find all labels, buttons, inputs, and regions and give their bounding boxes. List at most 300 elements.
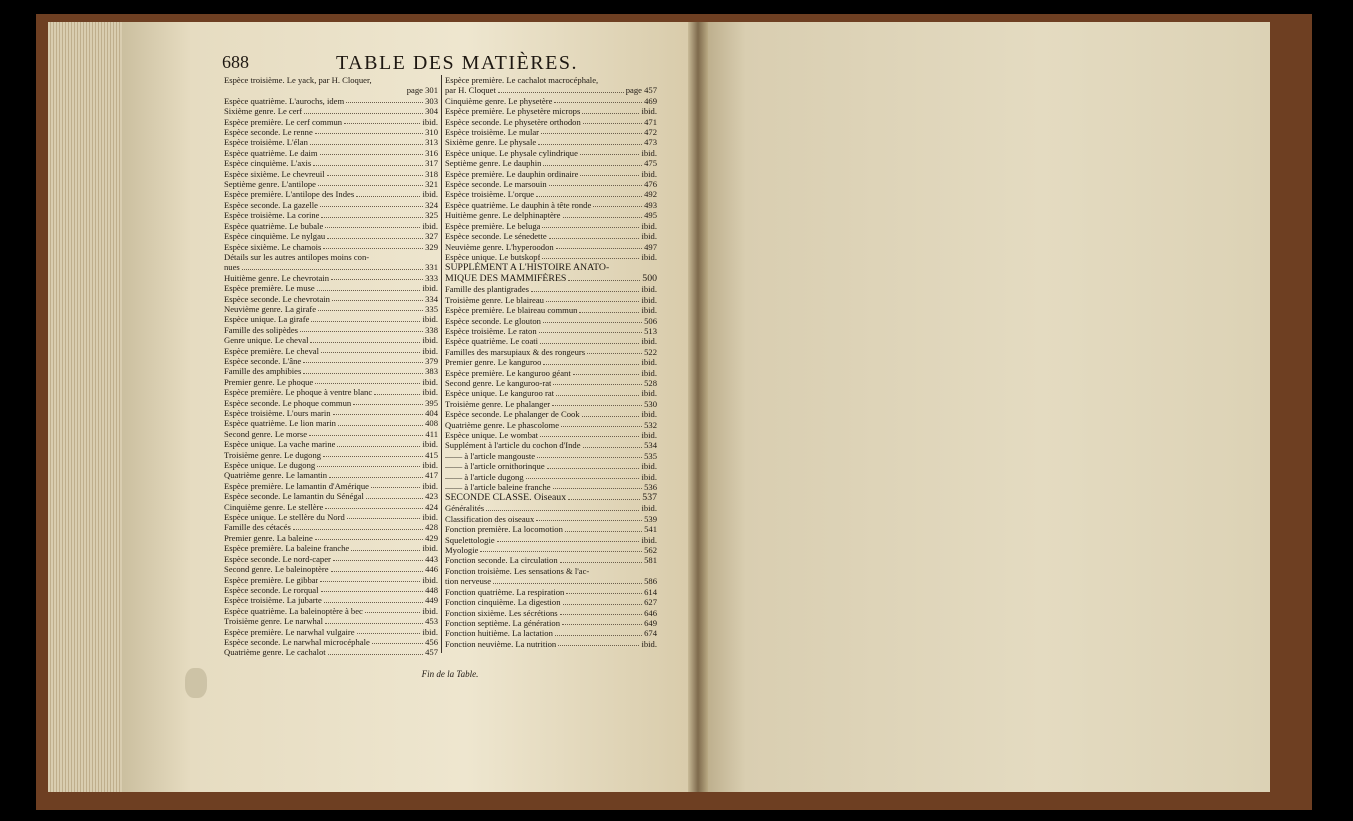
toc-entry-title: Familles des marsupiaux & des rongeurs <box>445 346 586 357</box>
toc-entry <box>445 210 657 220</box>
toc-entry-title: Espèce unique. Le wombat <box>445 430 539 440</box>
toc-entry-title: Huitième genre. Le chevrotain <box>224 272 329 283</box>
toc-entry-page: ibid. <box>641 534 657 545</box>
toc-entry <box>224 75 438 85</box>
toc-entry-page: 321 <box>425 179 438 190</box>
toc-leader-dots <box>242 262 423 269</box>
toc-leader-dots <box>333 554 423 561</box>
toc-entry <box>224 325 438 335</box>
toc-entry <box>445 179 657 189</box>
toc-leader-dots <box>543 357 639 364</box>
toc-entry-page: 313 <box>425 137 438 148</box>
toc-leader-dots <box>325 616 423 623</box>
toc-leader-dots <box>560 608 642 615</box>
toc-entry-page: ibid. <box>641 638 657 649</box>
toc-leader-dots <box>563 597 643 604</box>
toc-entry-title: Fonction quatrième. La respiration <box>445 586 565 597</box>
toc-entry-title: Espèce seconde. Le rorqual <box>224 584 319 595</box>
toc-entry <box>224 210 438 220</box>
toc-leader-dots <box>311 314 420 321</box>
toc-entry-page: ibid. <box>422 460 438 471</box>
toc-entry-title: tion nerveuse <box>445 576 492 587</box>
paper-stain <box>185 668 207 698</box>
toc-entry <box>445 273 657 284</box>
toc-entry-title: Espèce quatrième. Le dauphin à tête ronde <box>445 199 592 210</box>
toc-leader-dots <box>323 450 423 457</box>
toc-leader-dots <box>374 387 420 394</box>
toc-entry <box>224 418 438 428</box>
toc-entry <box>445 492 657 503</box>
toc-entry-title: Famille des cétacés <box>224 522 291 533</box>
toc-entry-page: 395 <box>425 397 438 408</box>
toc-entry-title: Neuvième genre. La girafe <box>224 303 317 314</box>
toc-entry-title: Fonction neuvième. La nutrition <box>445 638 557 649</box>
toc-entry-page: ibid. <box>641 367 657 378</box>
toc-entry-title: Classification des oiseaux <box>445 513 535 524</box>
toc-entry-title: Espèce troisième. La corine <box>224 210 320 221</box>
toc-entry-page: 329 <box>425 241 438 252</box>
toc-leader-dots <box>539 326 642 333</box>
toc-entry <box>224 450 438 460</box>
toc-entry <box>224 252 438 262</box>
toc-entry-page: 469 <box>644 95 657 106</box>
toc-entry-page: ibid. <box>422 387 438 398</box>
toc-entry-page: ibid. <box>422 376 438 387</box>
toc-entry <box>445 597 657 607</box>
toc-entry-title: Espèce quatrième. La baleinoptère à bec <box>224 605 363 616</box>
toc-leader-dots <box>321 585 424 592</box>
toc-entry <box>224 460 438 470</box>
toc-entry <box>224 117 438 127</box>
toc-entry <box>445 357 657 367</box>
toc-entry <box>224 606 438 616</box>
toc-leader-dots <box>537 451 642 458</box>
toc-leader-dots <box>549 179 642 186</box>
toc-entry-page: ibid. <box>641 284 657 295</box>
toc-entry <box>445 189 657 199</box>
toc-entry-title: Huitième genre. Le delphinaptère <box>445 210 561 221</box>
toc-leader-dots <box>324 595 423 602</box>
toc-entry <box>224 575 438 585</box>
toc-entry-page: 310 <box>425 127 438 138</box>
toc-leader-dots <box>328 647 423 654</box>
toc-leader-dots <box>331 273 423 280</box>
toc-entry <box>445 399 657 409</box>
toc-entry-title: Quatrième genre. Le phascolome <box>445 419 560 430</box>
toc-leader-dots <box>582 106 639 113</box>
toc-entry <box>445 618 657 628</box>
toc-leader-dots <box>333 408 424 415</box>
toc-entry-title: Espèce troisième. L'orque <box>445 189 535 200</box>
toc-entry-page: ibid. <box>422 189 438 200</box>
toc-entry <box>224 564 438 574</box>
toc-leader-dots <box>543 158 642 165</box>
end-of-table: Fin de la Table. <box>421 669 479 679</box>
toc-entry-page: 539 <box>644 513 657 524</box>
toc-entry <box>445 524 657 534</box>
toc-entry-title: Espèce seconde. Le renne <box>224 127 313 138</box>
toc-entry <box>445 639 657 649</box>
toc-entry-title: SUPPLÉMENT A L'HISTOIRE ANATO- <box>445 262 610 274</box>
toc-entry-page: 537 <box>642 492 657 504</box>
toc-leader-dots <box>568 273 640 281</box>
toc-entry-title: Second genre. Le morse <box>224 428 308 439</box>
toc-entry-page: 446 <box>425 564 438 575</box>
toc-entry-title: Espèce seconde. Le lamantin du Sénégal <box>224 491 364 502</box>
toc-entry-page: 333 <box>425 272 438 283</box>
toc-leader-dots <box>526 472 640 479</box>
toc-entry <box>224 616 438 626</box>
toc-leader-dots <box>540 336 639 343</box>
toc-entry-title: Second genre. Le kanguroo-rat <box>445 377 552 388</box>
toc-leader-dots <box>303 356 423 363</box>
toc-leader-dots <box>325 221 420 228</box>
toc-entry <box>224 533 438 543</box>
toc-entry-title: Neuvième genre. L'hyperoodon <box>445 241 554 252</box>
toc-entry <box>445 388 657 398</box>
toc-entry <box>445 106 657 116</box>
toc-entry-page: ibid. <box>641 430 657 440</box>
toc-leader-dots <box>565 524 642 531</box>
toc-entry <box>445 262 657 273</box>
toc-entry-title: —— à l'article baleine franche <box>445 482 551 493</box>
toc-leader-dots <box>315 533 423 540</box>
toc-entry-page: 649 <box>644 617 657 628</box>
toc-entry-title: Premier genre. Le kanguroo <box>445 357 542 368</box>
toc-entry <box>224 470 438 480</box>
toc-entry <box>445 451 657 461</box>
toc-entry-page: 528 <box>644 377 657 388</box>
toc-entry <box>224 585 438 595</box>
toc-leader-dots <box>356 189 420 196</box>
toc-entry-title: Espèce première. Le gibbar <box>224 574 319 585</box>
toc-entry <box>224 408 438 418</box>
toc-leader-dots <box>321 210 423 217</box>
toc-entry-page: 457 <box>425 647 438 658</box>
toc-entry-title: Espèce troisième. Le mular <box>445 127 540 138</box>
toc-leader-dots <box>329 470 423 477</box>
toc-entry <box>445 117 657 127</box>
toc-entry <box>224 85 438 95</box>
toc-entry-title: Quatrième genre. Le lamantin <box>224 470 328 481</box>
toc-entry <box>445 295 657 305</box>
toc-leader-dots <box>304 106 423 113</box>
toc-entry-page: 534 <box>644 440 657 451</box>
book-gutter <box>688 22 708 792</box>
toc-leader-dots <box>554 96 642 103</box>
toc-leader-dots <box>568 492 640 500</box>
toc-entry <box>224 627 438 637</box>
toc-entry-page: 443 <box>425 553 438 564</box>
toc-leader-dots <box>552 399 642 406</box>
toc-entry <box>224 189 438 199</box>
toc-entry <box>224 137 438 147</box>
toc-entry-title: Espèce première. La baleine franche <box>224 543 350 554</box>
toc-entry <box>224 179 438 189</box>
toc-entry-page: ibid. <box>641 294 657 305</box>
toc-entry-title: Espèce première. Le lamantin d'Amérique <box>224 480 369 491</box>
toc-entry <box>445 231 657 241</box>
toc-entry-page: ibid. <box>422 335 438 346</box>
toc-entry <box>224 242 438 252</box>
toc-entry-title: Fonction seconde. La circulation <box>445 555 558 566</box>
toc-entry <box>224 377 438 387</box>
toc-leader-dots <box>315 377 420 384</box>
toc-entry-page: 627 <box>644 597 657 608</box>
toc-entry-page: 303 <box>425 95 438 106</box>
toc-entry-page: ibid. <box>422 220 438 231</box>
toc-entry-title: Fonction troisième. Les sensations & l'ac- <box>445 565 590 576</box>
toc-entry <box>224 148 438 158</box>
toc-entry-title: Espèce seconde. L'âne <box>224 355 302 366</box>
toc-entry-title: Premier genre. Le phoque <box>224 376 314 387</box>
toc-entry-page: 338 <box>425 324 438 335</box>
toc-entry <box>224 304 438 314</box>
toc-leader-dots <box>561 420 642 427</box>
toc-entry-title: Quatrième genre. Le cachalot <box>224 647 326 658</box>
toc-entry <box>445 514 657 524</box>
toc-entry <box>445 96 657 106</box>
toc-entry <box>224 398 438 408</box>
toc-entry <box>445 221 657 231</box>
toc-entry-title: Espèce seconde. Le phalanger de Cook <box>445 409 580 420</box>
toc-leader-dots <box>573 368 640 375</box>
toc-leader-dots <box>310 137 423 144</box>
toc-leader-dots <box>357 627 421 634</box>
toc-entry-title: Espèce cinquième. Le nylgau <box>224 231 326 242</box>
toc-entry-page: 471 <box>644 116 657 127</box>
toc-leader-dots <box>593 200 642 207</box>
toc-entry-page: 424 <box>425 501 438 512</box>
toc-entry <box>224 595 438 605</box>
toc-entry-title: Famille des amphibies <box>224 366 302 377</box>
toc-leader-dots <box>320 575 420 582</box>
toc-entry <box>224 106 438 116</box>
left-toc-column <box>224 75 438 658</box>
toc-leader-dots <box>351 543 420 550</box>
toc-entry-page: 500 <box>642 273 657 285</box>
toc-leader-dots <box>325 502 423 509</box>
toc-entry-title: Espèce seconde. Le phoque commun <box>224 397 352 408</box>
toc-entry-page: ibid. <box>641 305 657 316</box>
toc-entry-title: Espèce unique. Le kanguroo rat <box>445 388 555 399</box>
toc-leader-dots <box>587 347 642 354</box>
toc-leader-dots <box>317 283 421 290</box>
toc-entry <box>445 555 657 565</box>
toc-entry-page: 536 <box>644 482 657 493</box>
toc-entry <box>224 231 438 241</box>
toc-entry-title: nues <box>224 262 240 273</box>
toc-entry <box>445 127 657 137</box>
toc-entry-title: Fonction cinquième. La digestion <box>445 597 561 608</box>
toc-entry-page: 586 <box>644 576 657 587</box>
toc-entry <box>224 554 438 564</box>
toc-leader-dots <box>497 535 640 542</box>
toc-entry-page: 674 <box>644 628 657 639</box>
toc-entry-page: 506 <box>644 315 657 326</box>
toc-leader-dots <box>318 179 423 186</box>
toc-entry-page: ibid. <box>641 471 657 482</box>
toc-entry <box>224 512 438 522</box>
toc-entry-title: Sixième genre. Le cerf <box>224 106 303 117</box>
toc-entry-title: Espèce troisième. L'ours marin <box>224 408 331 418</box>
toc-entry <box>445 169 657 179</box>
toc-entry-title: Espèce quatrième. Le bubale <box>224 220 324 231</box>
toc-entry-title: Espèce cinquième. L'axis <box>224 158 312 169</box>
toc-leader-dots <box>543 316 642 323</box>
toc-entry-page: 383 <box>425 366 438 377</box>
toc-entry-page: 535 <box>644 450 657 461</box>
toc-leader-dots <box>323 242 423 249</box>
toc-entry-title: Espèce seconde. La gazelle <box>224 199 318 210</box>
toc-entry-page: 331 <box>425 262 438 273</box>
toc-entry <box>224 637 438 647</box>
toc-entry-title: Famille des plantigrades <box>445 284 530 295</box>
toc-entry-title: Fonction septième. La génération <box>445 617 561 628</box>
toc-leader-dots <box>541 127 642 134</box>
toc-entry-title: Septième genre. Le dauphin <box>445 158 542 169</box>
toc-leader-dots <box>300 325 423 332</box>
toc-entry-title: Troisième genre. Le blaireau <box>445 294 544 305</box>
toc-entry-page: ibid. <box>422 512 438 523</box>
toc-entry-title: Espèce première. Le phoque à ventre blanc <box>224 387 373 398</box>
toc-entry-page: 492 <box>644 189 657 200</box>
toc-leader-dots <box>309 429 423 436</box>
toc-entry <box>445 576 657 586</box>
toc-entry <box>445 326 657 336</box>
toc-leader-dots <box>580 169 639 176</box>
toc-entry-page: 379 <box>425 355 438 366</box>
toc-entry <box>445 430 657 440</box>
toc-entry <box>224 502 438 512</box>
toc-entry-title: Espèce première. L'antilope des Indes <box>224 189 355 200</box>
toc-entry-title: Espèce première. Le cerf commun <box>224 116 343 127</box>
toc-entry-page: 448 <box>425 584 438 595</box>
toc-leader-dots <box>318 304 423 311</box>
toc-entry-title: Fonction première. La locomotion <box>445 524 563 535</box>
toc-entry-page: 429 <box>425 532 438 543</box>
toc-entry-title: Espèce unique. Le dugong <box>224 460 316 471</box>
toc-leader-dots <box>372 637 423 644</box>
toc-entry-page: ibid. <box>422 283 438 294</box>
toc-entry <box>224 96 438 106</box>
toc-entry-page: ibid. <box>641 168 657 179</box>
toc-entry <box>445 440 657 450</box>
toc-entry-title: Cinquième genre. Le stellère <box>224 501 324 512</box>
toc-entry-title: Espèce unique. Le physale cylindrique <box>445 147 578 158</box>
toc-entry-title: Espèce seconde. Le narwhal microcéphale <box>224 636 370 647</box>
toc-entry-title: —— à l'article dugong <box>445 471 524 482</box>
toc-entry-page: ibid. <box>641 409 657 420</box>
toc-entry-page: page 301 <box>406 85 438 96</box>
toc-entry-title: Fonction huitième. La lactation <box>445 628 553 639</box>
toc-entry <box>445 409 657 419</box>
toc-entry-page: 475 <box>644 158 657 169</box>
toc-entry <box>445 148 657 158</box>
toc-entry-page: 497 <box>644 241 657 252</box>
toc-entry-title: Espèce seconde. Le glouton <box>445 315 541 326</box>
toc-leader-dots <box>546 295 640 302</box>
toc-entry-title: Espèce seconde. Le chevrotain <box>224 293 330 304</box>
toc-entry-page: 417 <box>425 470 438 481</box>
toc-leader-dots <box>493 576 642 583</box>
right-page <box>700 22 1270 792</box>
toc-entry-title: Espèce première. Le cachalot macrocéphale, <box>445 75 599 85</box>
toc-entry <box>445 378 657 388</box>
toc-entry-page: 581 <box>644 555 657 566</box>
toc-entry-page: 646 <box>644 607 657 618</box>
toc-entry-page: ibid. <box>641 357 657 368</box>
toc-entry-title: Second genre. Le baleinoptère <box>224 564 329 575</box>
toc-leader-dots <box>553 482 643 489</box>
toc-entry <box>445 587 657 597</box>
toc-entry-page: 324 <box>425 199 438 210</box>
toc-entry-page: ibid. <box>641 231 657 242</box>
toc-entry-title: Espèce unique. La girafe <box>224 314 310 325</box>
toc-entry-title: SECONDE CLASSE. Oiseaux <box>445 492 567 504</box>
right-toc-column <box>445 75 657 649</box>
toc-entry-title: Espèce unique. Le stellère du Nord <box>224 512 345 523</box>
toc-entry-page: ibid. <box>422 480 438 491</box>
toc-leader-dots <box>555 628 642 635</box>
toc-entry-page: ibid. <box>641 106 657 117</box>
toc-entry-title: Espèce seconde. Le sénedette <box>445 231 547 242</box>
toc-entry <box>224 647 438 657</box>
page-title: TABLE DES MATIÈRES. <box>336 52 578 74</box>
toc-entry <box>224 356 438 366</box>
toc-entry-page: 614 <box>644 586 657 597</box>
toc-entry-page: 476 <box>644 179 657 190</box>
toc-entry-title: Espèce seconde. Le physetère orthodon <box>445 116 581 127</box>
toc-entry <box>224 158 438 168</box>
toc-entry-page: 327 <box>425 231 438 242</box>
toc-leader-dots <box>327 169 423 176</box>
toc-entry <box>224 366 438 376</box>
toc-entry-page: 318 <box>425 168 438 179</box>
toc-leader-dots <box>480 545 642 552</box>
toc-leader-dots <box>371 481 421 488</box>
toc-entry-page: ibid. <box>641 388 657 399</box>
toc-entry-page: ibid. <box>422 116 438 127</box>
toc-entry <box>224 543 438 553</box>
toc-entry-title: —— à l'article mangouste <box>445 450 536 461</box>
toc-leader-dots <box>583 117 642 124</box>
toc-leader-dots <box>321 346 421 353</box>
toc-entry <box>445 535 657 545</box>
toc-leader-dots <box>327 231 423 238</box>
toc-entry-page: ibid. <box>422 345 438 356</box>
toc-entry <box>224 200 438 210</box>
toc-entry-page: 493 <box>644 199 657 210</box>
toc-entry-page: ibid. <box>422 574 438 585</box>
toc-entry-title: Espèce première. Le blaireau commun <box>445 305 578 316</box>
toc-entry-title: Espèce quatrième. Le coati <box>445 336 539 347</box>
toc-leader-dots <box>320 148 424 155</box>
toc-entry-page: 411 <box>425 428 438 439</box>
toc-leader-dots <box>347 512 421 519</box>
toc-entry <box>445 420 657 430</box>
toc-entry-page: page 457 <box>625 85 657 96</box>
toc-leader-dots <box>365 606 421 613</box>
toc-entry-page: 473 <box>644 137 657 148</box>
toc-entry <box>224 491 438 501</box>
toc-entry-page: ibid. <box>422 543 438 554</box>
toc-entry <box>445 158 657 168</box>
toc-leader-dots <box>346 96 423 103</box>
toc-leader-dots <box>303 366 423 373</box>
toc-entry <box>445 628 657 638</box>
toc-entry-title: Septième genre. L'antilope <box>224 179 316 190</box>
